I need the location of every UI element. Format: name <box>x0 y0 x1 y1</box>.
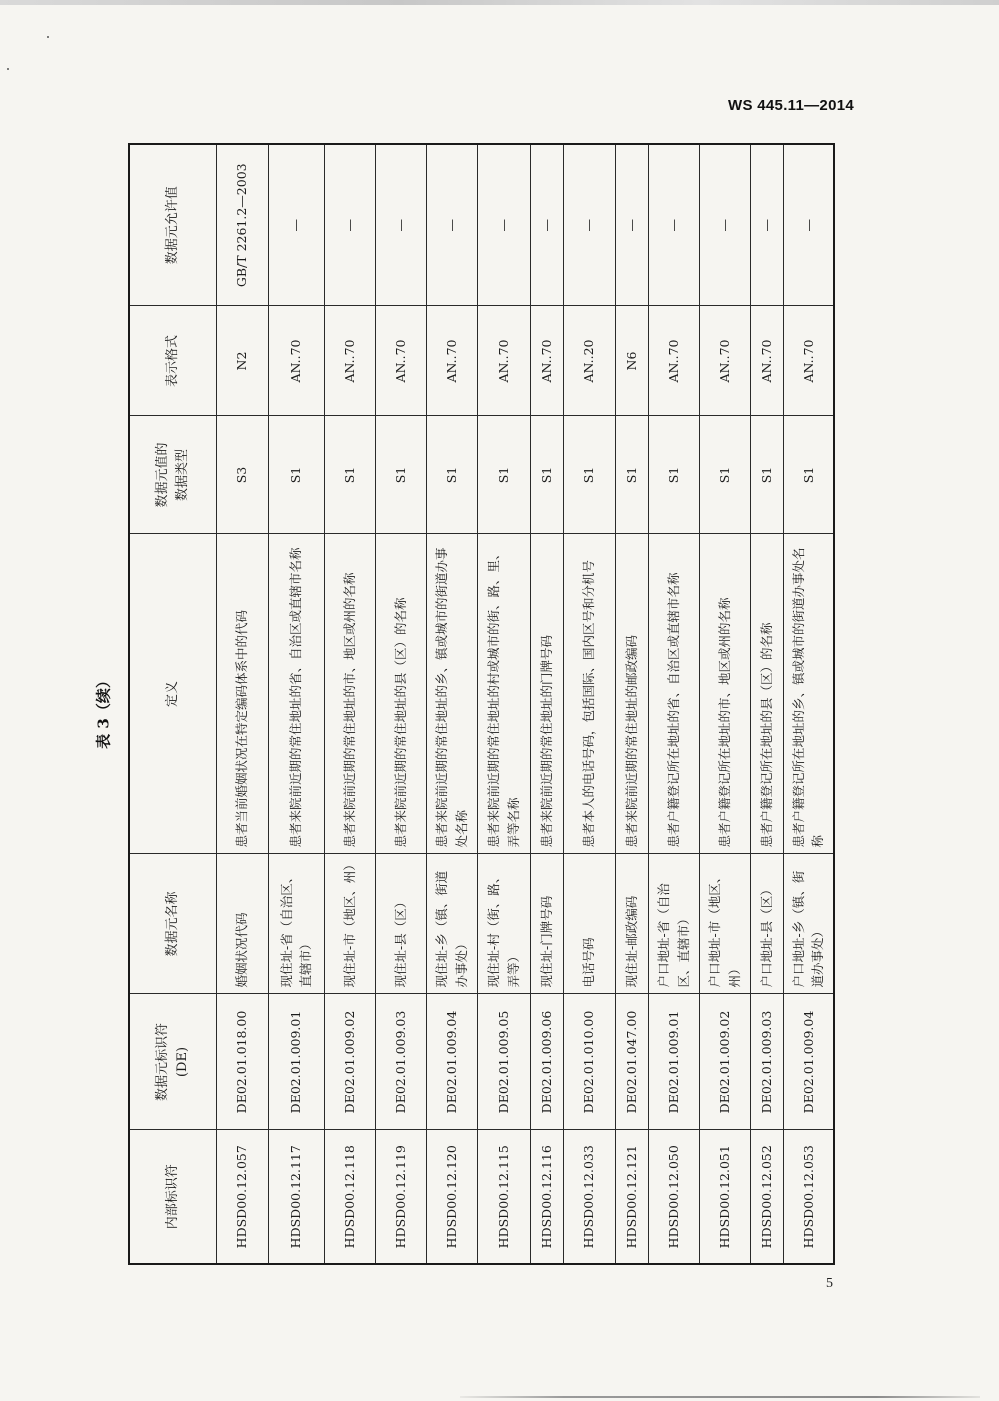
de-id-cell: DE02.01.009.04 <box>783 994 834 1130</box>
de-id-cell: DE02.01.009.04 <box>426 994 477 1130</box>
allowed-value-cell: — <box>699 144 750 306</box>
column-header: 定义 <box>129 534 216 854</box>
table-row <box>324 144 375 1264</box>
allowed-value-cell: — <box>268 144 324 306</box>
column-header: 内部标识符 <box>129 1130 216 1264</box>
definition-cell: 患者户籍登记所在地址的省、自治区或直辖市名称 <box>648 534 699 854</box>
format-cell: AN..20 <box>563 306 615 416</box>
internal-id-cell: HDSD00.12.119 <box>375 1130 426 1264</box>
rotated-table-frame <box>128 145 826 1265</box>
element-name-cell: 现住址-门牌号码 <box>530 854 563 994</box>
table-row <box>615 144 648 1264</box>
internal-id-cell: HDSD00.12.051 <box>699 1130 750 1264</box>
internal-id-cell: HDSD00.12.053 <box>783 1130 834 1264</box>
data-type-cell: S1 <box>563 416 615 534</box>
format-cell: AN..70 <box>530 306 563 416</box>
definition-cell: 患者来院前近期的常住地址的门牌号码 <box>530 534 563 854</box>
internal-id-cell: HDSD00.12.057 <box>216 1130 268 1264</box>
table-row <box>477 144 530 1264</box>
data-type-cell: S1 <box>477 416 530 534</box>
column-header: 数据元值的 数据类型 <box>129 416 216 534</box>
definition-cell: 患者来院前近期的常住地址的邮政编码 <box>615 534 648 854</box>
format-cell: AN..70 <box>375 306 426 416</box>
de-id-cell: DE02.01.018.00 <box>216 994 268 1130</box>
definition-cell: 患者本人的电话号码，包括国际、国内区号和分机号 <box>563 534 615 854</box>
de-id-cell: DE02.01.009.01 <box>268 994 324 1130</box>
definition-cell: 患者来院前近期的常住地址的市、地区或州的名称 <box>324 534 375 854</box>
format-cell: AN..70 <box>750 306 783 416</box>
de-id-cell: DE02.01.009.05 <box>477 994 530 1130</box>
rotated-table <box>128 145 826 1265</box>
element-name-cell: 现住址-市（地区、州） <box>324 854 375 994</box>
allowed-value-cell: — <box>648 144 699 306</box>
definition-cell: 患者户籍登记所在地址的县（区）的名称 <box>750 534 783 854</box>
element-name-cell: 现住址-村（街、路、弄等） <box>477 854 530 994</box>
allowed-value-cell: — <box>530 144 563 306</box>
column-header: 数据元标识符 (DE) <box>129 994 216 1130</box>
element-name-cell: 户口地址-市（地区、州） <box>699 854 750 994</box>
scan-speck <box>7 68 9 70</box>
table-row <box>375 144 426 1264</box>
standard-code: WS 445.11—2014 <box>728 97 854 114</box>
internal-id-cell: HDSD00.12.117 <box>268 1130 324 1264</box>
element-name-cell: 现住址-邮政编码 <box>615 854 648 994</box>
definition-cell: 患者来院前近期的常住地址的村或城市的街、路、里、弄等名称 <box>477 534 530 854</box>
table-row <box>216 144 268 1264</box>
table-row <box>648 144 699 1264</box>
table-row <box>530 144 563 1264</box>
column-header: 表示格式 <box>129 306 216 416</box>
allowed-value-cell: — <box>324 144 375 306</box>
element-name-cell: 现住址-县（区） <box>375 854 426 994</box>
de-id-cell: DE02.01.009.03 <box>750 994 783 1130</box>
scan-speck <box>47 36 49 38</box>
allowed-value-cell: — <box>750 144 783 306</box>
de-id-cell: DE02.01.009.01 <box>648 994 699 1130</box>
definition-cell: 患者户籍登记所在地址的市、地区或州的名称 <box>699 534 750 854</box>
column-header: 数据元名称 <box>129 854 216 994</box>
format-cell: AN..70 <box>699 306 750 416</box>
definition-cell: 患者来院前近期的常住地址的省、自治区或直辖市名称 <box>268 534 324 854</box>
table-row <box>699 144 750 1264</box>
internal-id-cell: HDSD00.12.116 <box>530 1130 563 1264</box>
internal-id-cell: HDSD00.12.118 <box>324 1130 375 1264</box>
allowed-value-cell: — <box>426 144 477 306</box>
data-type-cell: S1 <box>268 416 324 534</box>
format-cell: AN..70 <box>783 306 834 416</box>
internal-id-cell: HDSD00.12.033 <box>563 1130 615 1264</box>
allowed-value-cell: — <box>375 144 426 306</box>
allowed-value-cell: — <box>563 144 615 306</box>
allowed-value-cell: — <box>783 144 834 306</box>
data-type-cell: S3 <box>216 416 268 534</box>
scan-bottom-rule <box>460 1396 980 1398</box>
format-cell: N2 <box>216 306 268 416</box>
data-type-cell: S1 <box>375 416 426 534</box>
column-header: 数据元允许值 <box>129 144 216 306</box>
de-id-cell: DE02.01.047.00 <box>615 994 648 1130</box>
definition-cell: 患者当前婚姻状况在特定编码体系中的代码 <box>216 534 268 854</box>
element-name-cell: 户口地址-县（区） <box>750 854 783 994</box>
table-row <box>563 144 615 1264</box>
data-type-cell: S1 <box>615 416 648 534</box>
data-type-cell: S1 <box>783 416 834 534</box>
element-name-cell: 户口地址-乡（镇、街道办事处） <box>783 854 834 994</box>
format-cell: AN..70 <box>324 306 375 416</box>
definition-cell: 患者户籍登记所在地址的乡、镇或城市的街道办事处名称 <box>783 534 834 854</box>
internal-id-cell: HDSD00.12.052 <box>750 1130 783 1264</box>
allowed-value-cell: GB/T 2261.2—2003 <box>216 144 268 306</box>
de-id-cell: DE02.01.009.02 <box>324 994 375 1130</box>
format-cell: AN..70 <box>477 306 530 416</box>
table-row <box>268 144 324 1264</box>
de-id-cell: DE02.01.009.03 <box>375 994 426 1130</box>
element-name-cell: 电话号码 <box>563 854 615 994</box>
data-type-cell: S1 <box>426 416 477 534</box>
element-name-cell: 现住址-省（自治区、直辖市） <box>268 854 324 994</box>
de-id-cell: DE02.01.009.02 <box>699 994 750 1130</box>
data-type-cell: S1 <box>324 416 375 534</box>
data-element-table <box>128 143 835 1265</box>
element-name-cell: 现住址-乡（镇、街道办事处） <box>426 854 477 994</box>
allowed-value-cell: — <box>477 144 530 306</box>
format-cell: AN..70 <box>648 306 699 416</box>
table-row <box>426 144 477 1264</box>
table-header-row <box>129 144 216 1264</box>
internal-id-cell: HDSD00.12.120 <box>426 1130 477 1264</box>
data-type-cell: S1 <box>648 416 699 534</box>
table-row <box>750 144 783 1264</box>
internal-id-cell: HDSD00.12.050 <box>648 1130 699 1264</box>
data-type-cell: S1 <box>750 416 783 534</box>
data-type-cell: S1 <box>530 416 563 534</box>
format-cell: AN..70 <box>268 306 324 416</box>
definition-cell: 患者来院前近期的常住地址的县（区）的名称 <box>375 534 426 854</box>
table-row <box>783 144 834 1264</box>
de-id-cell: DE02.01.010.00 <box>563 994 615 1130</box>
format-cell: N6 <box>615 306 648 416</box>
format-cell: AN..70 <box>426 306 477 416</box>
scan-edge-streak <box>0 0 999 5</box>
allowed-value-cell: — <box>615 144 648 306</box>
definition-cell: 患者来院前近期的常住地址的乡、镇或城市的街道办事处名称 <box>426 534 477 854</box>
element-name-cell: 户口地址-省（自治区、直辖市） <box>648 854 699 994</box>
internal-id-cell: HDSD00.12.121 <box>615 1130 648 1264</box>
element-name-cell: 婚姻状况代码 <box>216 854 268 994</box>
internal-id-cell: HDSD00.12.115 <box>477 1130 530 1264</box>
page-number: 5 <box>826 1276 833 1291</box>
table-caption: 表 3（续） <box>94 673 113 749</box>
data-type-cell: S1 <box>699 416 750 534</box>
de-id-cell: DE02.01.009.06 <box>530 994 563 1130</box>
